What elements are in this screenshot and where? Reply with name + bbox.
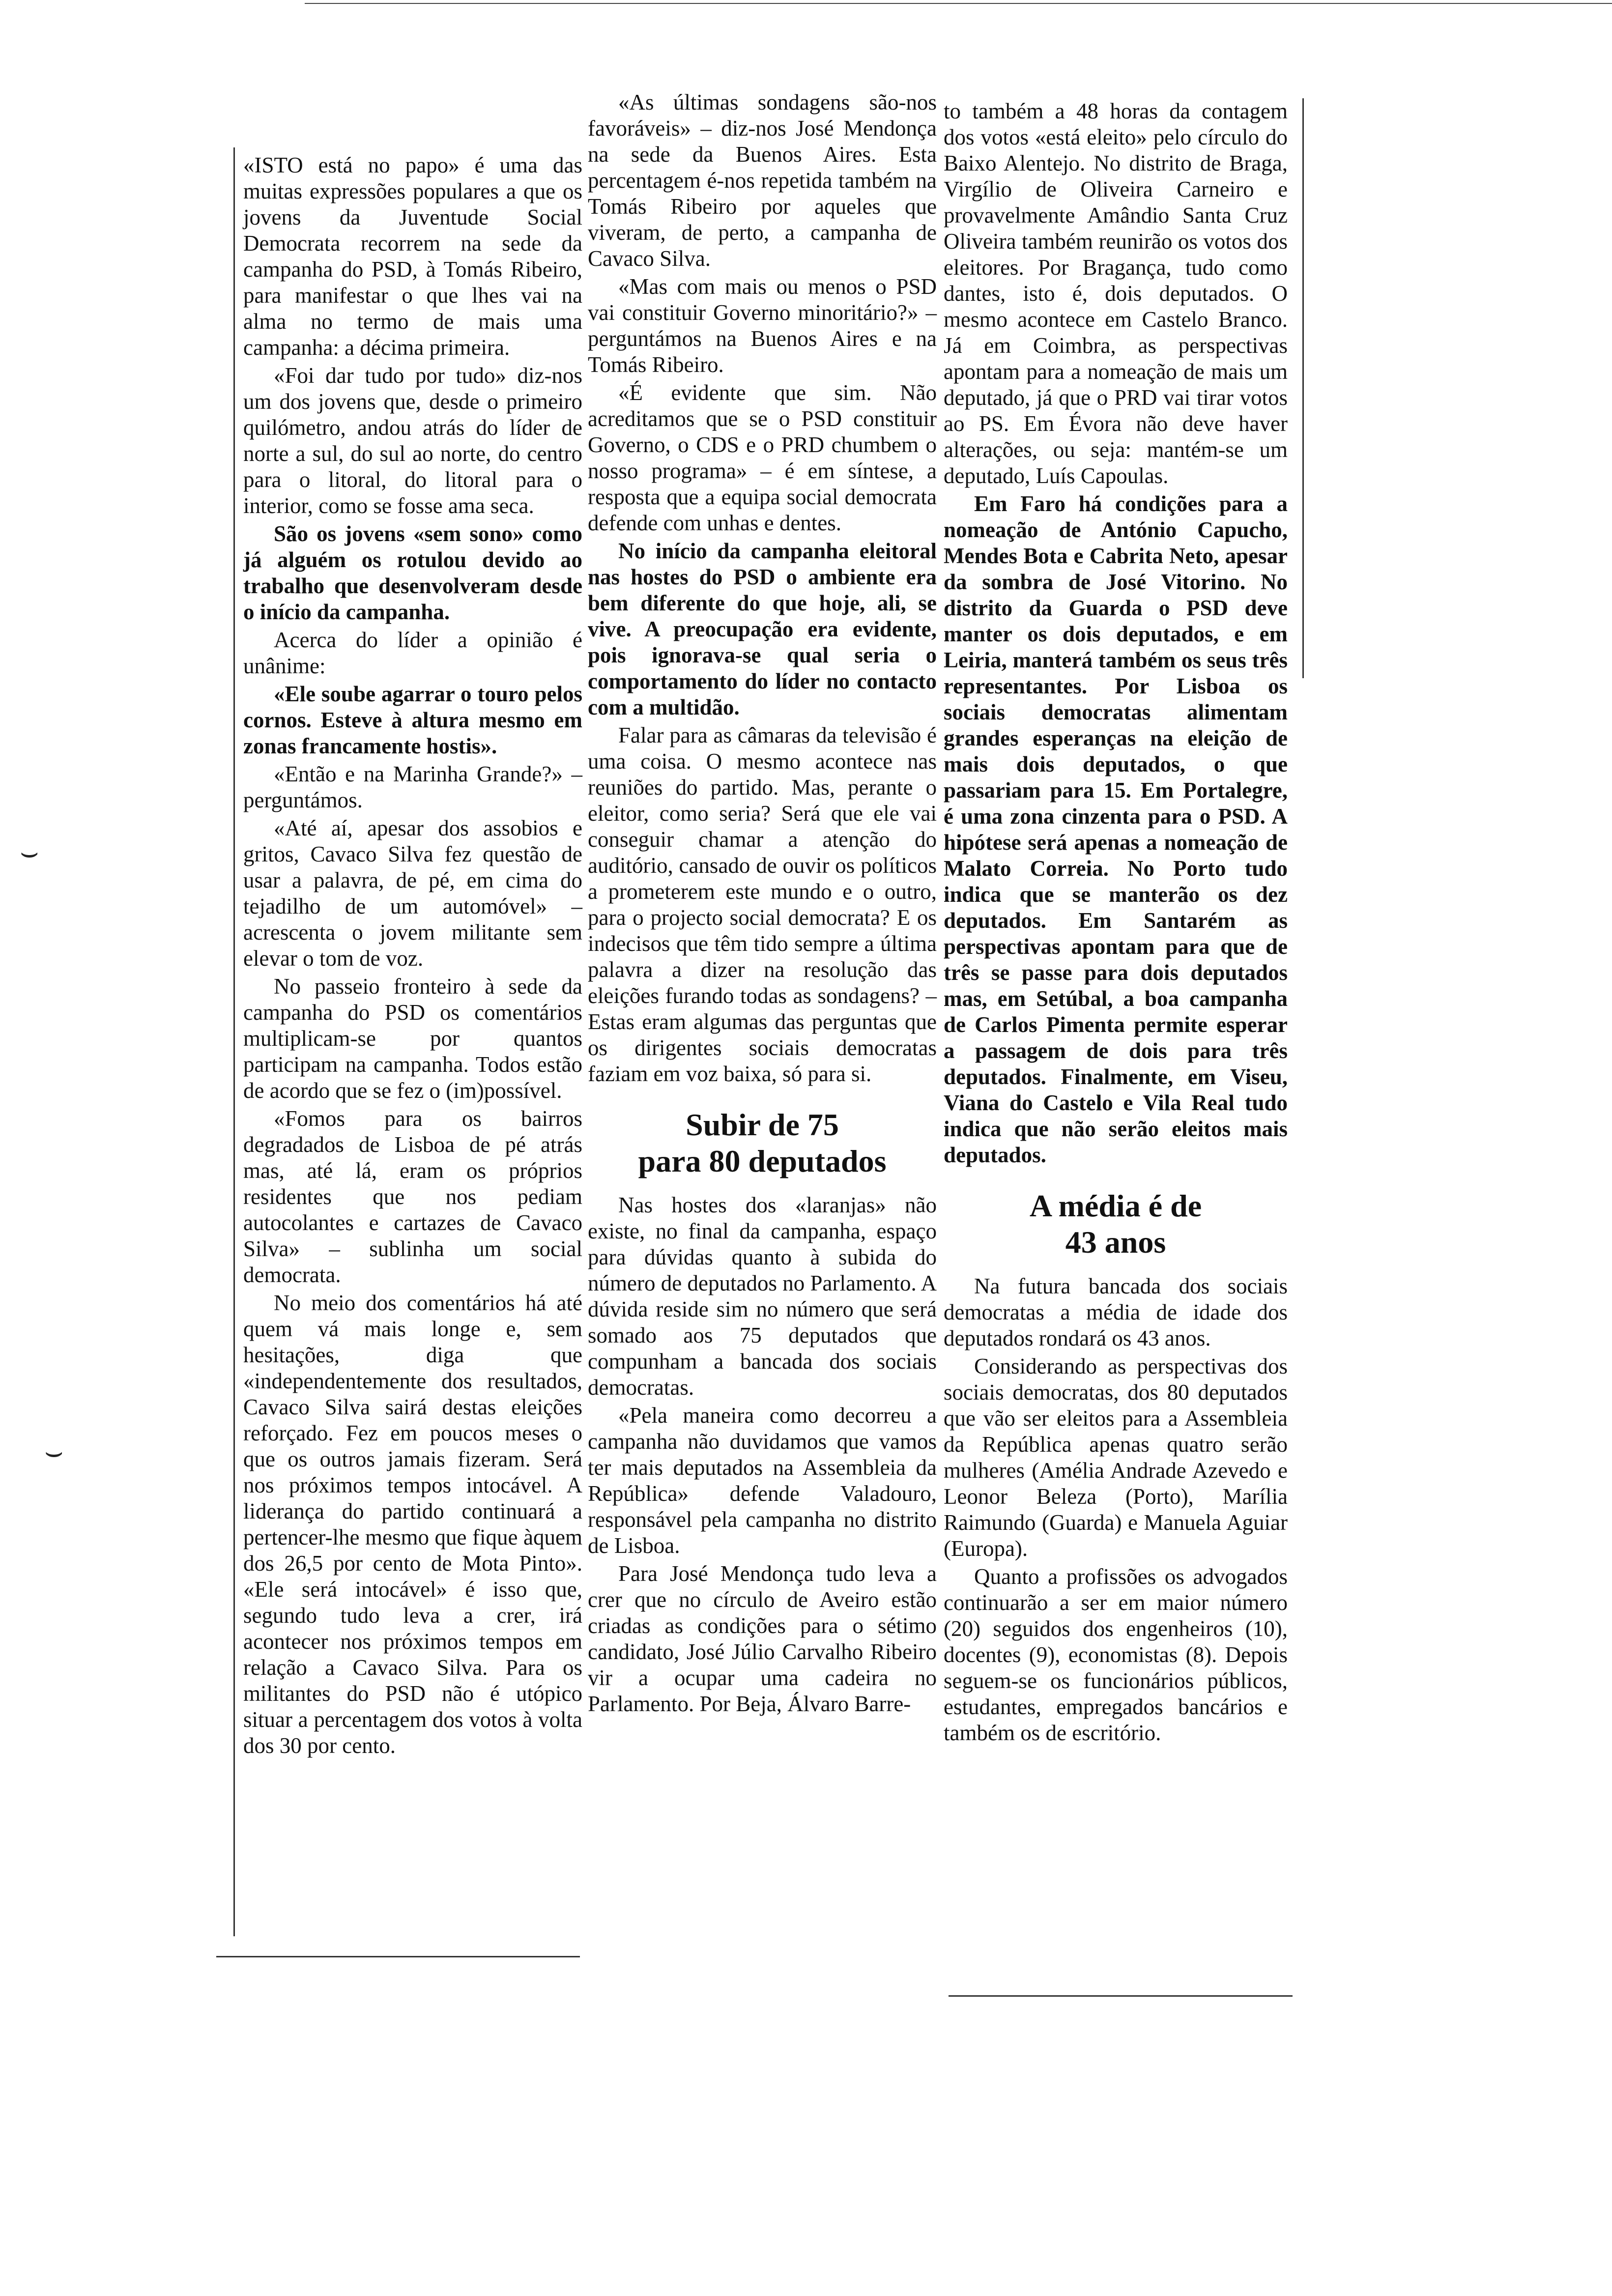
column1-left-rule [233, 147, 235, 1936]
column3-bottom-rule [949, 1995, 1293, 1997]
column3-right-rule [1302, 98, 1304, 678]
paragraph: Falar para as câmaras da televisão é uma coisa. O mesmo acontece nas reuniões do partido. Mas, perante o eleitor, como seria? Será que ele vai conseguir chamar a atenção do auditório, cansado de ouvir os políticos a prometerem este mundo e o outro, para o projecto social democrata? E os indecisos que têm tido sempre a última palavra a dizer na resolução das eleições furando todas as sondagens? – Estas eram algumas das perguntas que os dirigentes sociais democratas faziam em voz baixa, só para si. [588, 723, 937, 1086]
subheading-subir-de-75 [588, 1107, 937, 1179]
paragraph: Considerando as perspectivas dos sociais democratas, dos 80 deputados que vão ser eleitos para a Assembleia da República apenas quatro serão mulheres (Amélia Andrade Azevedo e Leonor Beleza (Porto), Marília Raimundo (Guarda) e Manuela Aguiar (Europa). [944, 1354, 1288, 1561]
paragraph: Em Faro há condições para a nomeação de António Capucho, Mendes Bota e Cabrita Neto, apesar da sombra de José Vitorino. No distrito da Guarda o PSD deve manter os dois deputados, e em Leiria, manterá também os seus três representantes. Por Lisboa os sociais democratas alimentam grandes esperanças na eleição de mais dois deputados, o que passariam para 15. Em Portalegre, é uma zona cinzenta para o PSD. A hipótese será apenas a nomeação de Malato Correia. No Porto tudo indica que se manterão os dez deputados. Em Santarém as perspectivas apontam para que de três se passe para dois deputados mas, em Setúbal, a boa campanha de Carlos Pimenta permite esperar a passagem de dois para três deputados. Finalmente, em Viseu, Viana do Castelo e Vila Real tudo indica que não serão eleitos mais deputados. [944, 491, 1288, 1167]
paragraph: «É evidente que sim. Não acreditamos que se o PSD constituir Governo, o CDS e o PRD chumbem o nosso programa» – é em síntese, a resposta que a equipa social democrata defende com unhas e dentes. [588, 380, 937, 535]
paragraph: Na futura bancada dos sociais democratas a média de idade dos deputados rondará os 43 anos. [944, 1274, 1288, 1350]
column1-bottom-rule [216, 1956, 580, 1957]
subheading-line: 43 anos [1065, 1225, 1166, 1260]
paragraph: No meio dos comentários há até quem vá mais longe e, sem hesitações, diga que «independentemente dos resultados, Cavaco Silva sairá destas eleições reforçado. Fez em poucos meses o que os outros jamais fizeram. Será nos próximos tempos intocável. A liderança do partido continuará a pertencer-lhe mesmo que fique àquem dos 26,5 por cento de Mota Pinto». «Ele será intocável» é isso que, segundo tudo leva a crer, irá acontecer nos próximos tempos em relação a Cavaco Silva. Para os militantes do PSD não é utópico situar a percentagem dos votos à volta dos 30 por cento. [243, 1291, 582, 1758]
paragraph: «As últimas sondagens são-nos favoráveis» – diz-nos José Mendonça na sede da Buenos Aires. Esta percentagem é-nos repetida também na Tomás Ribeiro por aqueles que viveram, de perto, a campanha de Cavaco Silva. [588, 90, 937, 271]
article-column-3 [944, 98, 1288, 1748]
article-column-2 [588, 89, 937, 1719]
paragraph: No início da campanha eleitoral nas hostes do PSD o ambiente era bem diferente do que hoje, ali, se vive. A preocupação era evidente, pois ignorava-se qual seria o comportamento do líder no contacto com a multidão. [588, 539, 937, 719]
article-column-1 [243, 152, 582, 1761]
paragraph: «Até aí, apesar dos assobios e gritos, Cavaco Silva fez questão de usar a palavra, de pé, em cima do tejadilho de um automóvel» – acrescenta o jovem militante sem elevar o tom de voz. [243, 816, 582, 971]
paragraph: Para José Mendonça tudo leva a crer que no círculo de Aveiro estão criadas as condições para o sétimo candidato, José Júlio Carvalho Ribeiro vir a ocupar uma cadeira no Parlamento. Por Beja, Álvaro Barre- [588, 1561, 937, 1716]
paragraph: «Ele soube agarrar o touro pelos cornos. Esteve à altura mesmo em zonas francamente hostis». [243, 682, 582, 758]
paragraph: Acerca do líder a opinião é unânime: [243, 628, 582, 678]
paragraph: «ISTO está no papo» é uma das muitas expressões populares a que os jovens da Juventude Social Democrata recorrem na sede da campanha do PSD, à Tomás Ribeiro, para manifestar o que lhes vai na alma no termo de mais uma campanha: a décima primeira. [243, 153, 582, 360]
subheading-line: para 80 deputados [638, 1144, 887, 1178]
subheading-a-media-e-de-43-anos [944, 1188, 1288, 1261]
paragraph: No passeio fronteiro à sede da campanha do PSD os comentários multiplicam-se por quantos participam na campanha. Todos estão de acordo que se fez o (im)possível. [243, 974, 582, 1103]
paragraph: to também a 48 horas da contagem dos votos «está eleito» pelo círculo do Baixo Alentejo. No distrito de Braga, Virgílio de Oliveira Carneiro e provavelmente Amândio Santa Cruz Oliveira também reunirão os votos dos eleitores. Por Bragança, tudo como dantes, isto é, dois deputados. O mesmo acontece em Castelo Branco. Já em Coimbra, as perspectivas apontam para a nomeação de mais um deputado, já que o PRD vai tirar votos ao PS. Em Évora não deve haver alterações, ou seja: mantém-se um deputado, Luís Capoulas. [944, 99, 1288, 488]
paragraph: «Então e na Marinha Grande?» – perguntámos. [243, 762, 582, 812]
paragraph: «Mas com mais ou menos o PSD vai constituir Governo minoritário?» – perguntámos na Buenos Aires e na Tomás Ribeiro. [588, 274, 937, 377]
paragraph: «Pela maneira como decorreu a campanha não duvidamos que vamos ter mais deputados na Assembleia da República» defende Valadouro, responsável pela campanha no distrito de Lisboa. [588, 1403, 937, 1558]
paragraph: Nas hostes dos «laranjas» não existe, no final da campanha, espaço para dúvidas quanto à subida do número de deputados no Parlamento. A dúvida reside sim no número que será somado aos 75 deputados que compunham a bancada dos sociais democratas. [588, 1193, 937, 1400]
binding-mark-icon: ⌣ [20, 836, 39, 868]
subheading-line: A média é de [1029, 1188, 1202, 1223]
paragraph: São os jovens «sem sono» como já alguém os rotulou devido ao trabalho que desenvolveram desde o início da campanha. [243, 521, 582, 624]
paragraph: «Fomos para os bairros degradados de Lisboa de pé atrás mas, até lá, eram os próprios residentes que nos pediam autocolantes e cartazes de Cavaco Silva» – sublinha um social democrata. [243, 1106, 582, 1287]
binding-mark-icon: ⌣ [44, 1435, 64, 1468]
paragraph: «Foi dar tudo por tudo» diz-nos um dos jovens que, desde o primeiro quilómetro, andou atrás do líder de norte a sul, do sul ao norte, do centro para o litoral, do litoral para o interior, como se fosse ama seca. [243, 363, 582, 518]
subheading-line: Subir de 75 [686, 1107, 839, 1142]
top-rule [305, 3, 1612, 4]
paragraph: Quanto a profissões os advogados continuarão a ser em maior número (20) seguidos dos engenheiros (10), docentes (9), economistas (8). Depois seguem-se os funcionários públicos, estudantes, empregados bancários e também os de escritório. [944, 1564, 1288, 1745]
